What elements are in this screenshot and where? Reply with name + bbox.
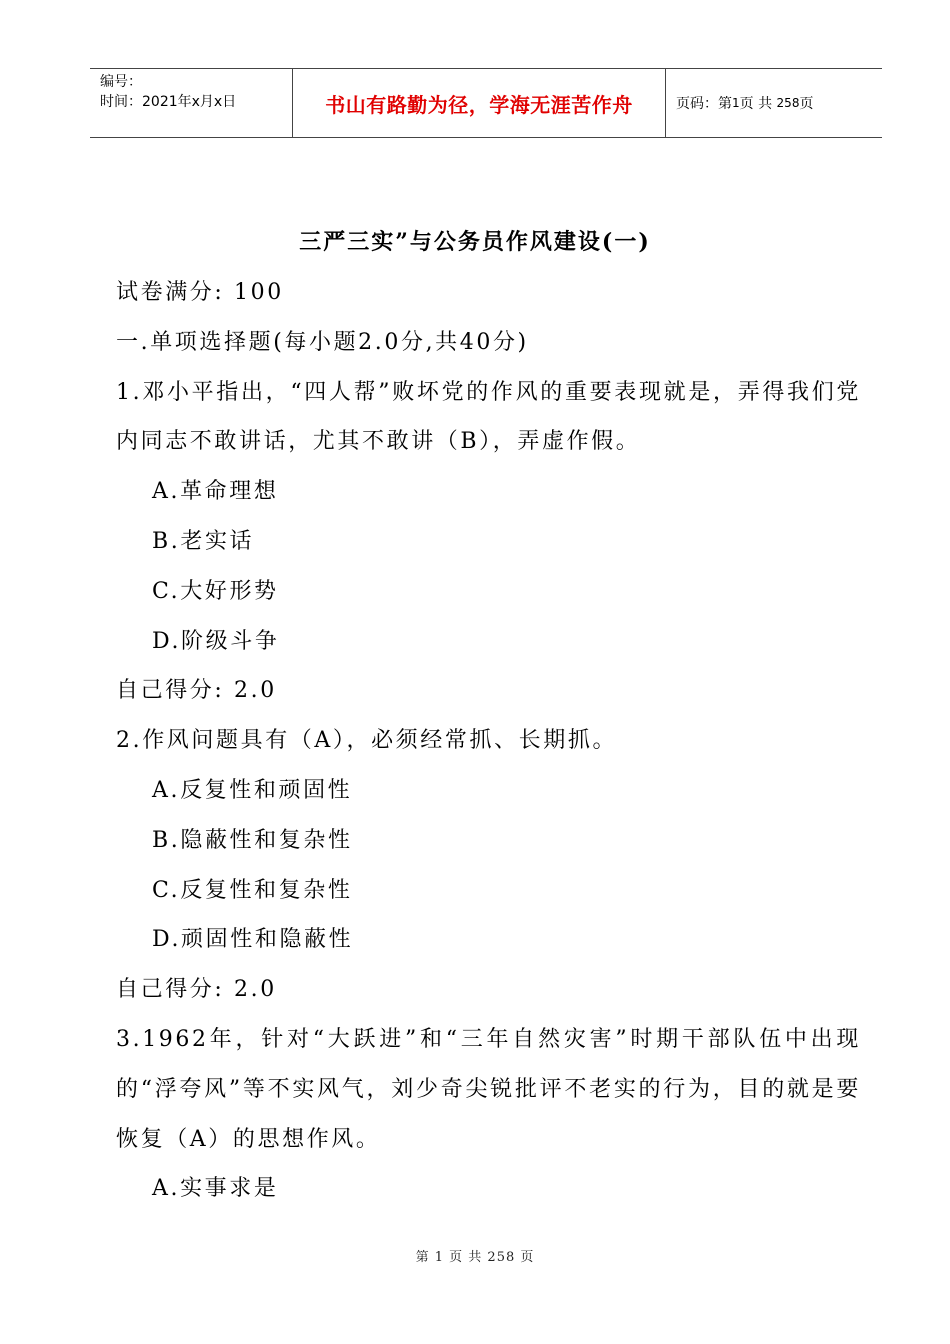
question-1-score: 自己得分: 2.0 — [116, 678, 277, 704]
question-2-option-d: D.顽固性和隐蔽性 — [152, 927, 354, 953]
header-page-info — [666, 69, 882, 137]
question-2-option-c: C.反复性和复杂性 — [152, 877, 353, 903]
page-suffix: 页 — [799, 96, 814, 112]
question-2-score: 自己得分: 2.0 — [116, 977, 277, 1003]
question-3-option-a: A.实事求是 — [152, 1176, 279, 1202]
serial-label: 编号： — [100, 74, 142, 90]
question-1-option-c: C.大好形势 — [152, 578, 279, 604]
exam-score: 试卷满分: 100 — [116, 280, 284, 305]
question-1-option-b: B.老实话 — [152, 528, 255, 554]
document-title: 三严三实”与公务员作风建设(一) — [299, 229, 651, 255]
question-1-option-a: A.革命理想 — [152, 479, 279, 505]
page-prefix: 页码：第 — [676, 96, 732, 112]
time-label: 时间：2021年x月x日 — [100, 94, 237, 110]
page-total: 258 — [776, 96, 800, 110]
question-1-option-d: D.阶级斗争 — [152, 628, 280, 654]
page-header — [90, 68, 882, 138]
question-2-option-b: B.隐蔽性和复杂性 — [152, 827, 353, 853]
header-meta-cell — [90, 69, 293, 137]
document-body — [116, 268, 861, 1214]
page-footer: 第 1 页 共 258 页 — [415, 1250, 535, 1265]
header-motto: 书山有路勤为径，学海无涯苦作舟 — [293, 69, 666, 137]
question-2-option-a: A.反复性和顽固性 — [152, 777, 353, 803]
question-1-text: 1.邓小平指出，“四人帮”败坏党的作风的重要表现就是，弄得我们党内同志不敢讲话，尤其不敢讲（B），弄虚作假。 — [116, 379, 861, 455]
page-number: 1 — [732, 96, 740, 110]
question-3-text: 3.1962年，针对“大跃进”和“三年自然灾害”时期干部队伍中出现的“浮夸风”等不实风气，刘少奇尖锐批评不老实的行为，目的就是要恢复（A）的思想作风。 — [116, 1026, 861, 1152]
question-2-text: 2.作风问题具有（A），必须经常抓、长期抓。 — [116, 728, 618, 754]
section-heading: 一.单项选择题(每小题2.0分,共40分) — [116, 329, 529, 355]
page-mid: 页 共 — [739, 96, 773, 112]
